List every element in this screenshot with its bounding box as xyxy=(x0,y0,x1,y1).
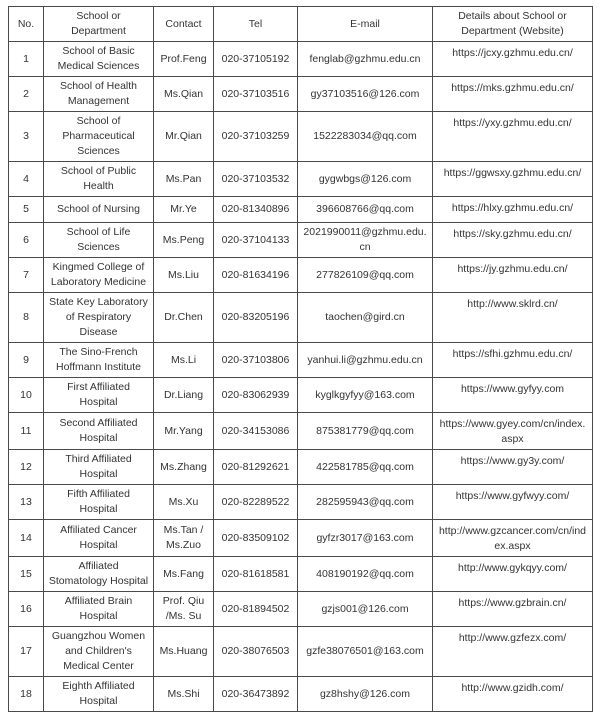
cell-tel: 020-37104133 xyxy=(214,223,298,258)
cell-department: School of Nursing xyxy=(44,197,154,223)
cell-website: https://sfhi.gzhmu.edu.cn/ xyxy=(433,343,593,378)
cell-email: gzfe38076501@163.com xyxy=(298,627,433,677)
cell-department: Affiliated Brain Hospital xyxy=(44,592,154,627)
table-row xyxy=(9,677,593,712)
cell-website: https://www.gy3y.com/ xyxy=(433,450,593,485)
cell-email: kyglkgyfyy@163.com xyxy=(298,378,433,413)
table-row xyxy=(9,258,593,293)
cell-email: 277826109@qq.com xyxy=(298,258,433,293)
cell-tel: 020-37105192 xyxy=(214,42,298,77)
cell-no: 9 xyxy=(9,343,44,378)
cell-email: gzjs001@126.com xyxy=(298,592,433,627)
cell-no: 4 xyxy=(9,162,44,197)
cell-no: 13 xyxy=(9,485,44,520)
cell-department: Fifth Affiliated Hospital xyxy=(44,485,154,520)
cell-website: http://www.gzcancer.com/cn/index.aspx xyxy=(433,520,593,557)
table-row xyxy=(9,223,593,258)
cell-email: gz8hshy@126.com xyxy=(298,677,433,712)
cell-no: 8 xyxy=(9,293,44,343)
cell-email: taochen@gird.cn xyxy=(298,293,433,343)
cell-department: Kingmed College of Laboratory Medicine xyxy=(44,258,154,293)
cell-email: 1522283034@qq.com xyxy=(298,112,433,162)
cell-no: 2 xyxy=(9,77,44,112)
cell-department: First Affiliated Hospital xyxy=(44,378,154,413)
table-row xyxy=(9,627,593,677)
table-row xyxy=(9,413,593,450)
cell-email: yanhui.li@gzhmu.edu.cn xyxy=(298,343,433,378)
cell-contact: Ms.Shi xyxy=(154,677,214,712)
cell-department: School of Public Health xyxy=(44,162,154,197)
table-row xyxy=(9,378,593,413)
cell-email: 282595943@qq.com xyxy=(298,485,433,520)
cell-no: 5 xyxy=(9,197,44,223)
cell-contact: Ms.Tan / Ms.Zuo xyxy=(154,520,214,557)
cell-contact: Ms.Pan xyxy=(154,162,214,197)
cell-no: 18 xyxy=(9,677,44,712)
header-website: Details about School or Department (Website) xyxy=(433,7,593,42)
contacts-table xyxy=(8,6,593,712)
cell-no: 3 xyxy=(9,112,44,162)
cell-contact: Ms.Li xyxy=(154,343,214,378)
cell-department: School of Basic Medical Sciences xyxy=(44,42,154,77)
table-row xyxy=(9,197,593,223)
cell-email: fenglab@gzhmu.edu.cn xyxy=(298,42,433,77)
cell-tel: 020-82289522 xyxy=(214,485,298,520)
cell-website: http://www.gykqyy.com/ xyxy=(433,557,593,592)
cell-tel: 020-38076503 xyxy=(214,627,298,677)
cell-email: 875381779@qq.com xyxy=(298,413,433,450)
cell-email: gy37103516@126.com xyxy=(298,77,433,112)
cell-no: 14 xyxy=(9,520,44,557)
cell-contact: Prof.Feng xyxy=(154,42,214,77)
cell-tel: 020-81894502 xyxy=(214,592,298,627)
cell-department: Guangzhou Women and Children's Medical Center xyxy=(44,627,154,677)
cell-department: School of Health Management xyxy=(44,77,154,112)
cell-contact: Ms.Fang xyxy=(154,557,214,592)
cell-no: 7 xyxy=(9,258,44,293)
cell-contact: Ms.Peng xyxy=(154,223,214,258)
cell-no: 10 xyxy=(9,378,44,413)
cell-department: Affiliated Cancer Hospital xyxy=(44,520,154,557)
cell-department: Third Affiliated Hospital xyxy=(44,450,154,485)
cell-website: https://jy.gzhmu.edu.cn/ xyxy=(433,258,593,293)
cell-email: gygwbgs@126.com xyxy=(298,162,433,197)
cell-email: 422581785@qq.com xyxy=(298,450,433,485)
cell-department: Second Affiliated Hospital xyxy=(44,413,154,450)
cell-website: http://www.gzfezx.com/ xyxy=(433,627,593,677)
cell-website: https://www.gyey.com/cn/index.aspx xyxy=(433,413,593,450)
header-row xyxy=(9,7,593,42)
cell-contact: Mr.Qian xyxy=(154,112,214,162)
cell-contact: Ms.Zhang xyxy=(154,450,214,485)
cell-email: 396608766@qq.com xyxy=(298,197,433,223)
cell-department: Eighth Affiliated Hospital xyxy=(44,677,154,712)
cell-website: https://hlxy.gzhmu.edu.cn/ xyxy=(433,197,593,223)
cell-contact: Ms.Qian xyxy=(154,77,214,112)
cell-tel: 020-81634196 xyxy=(214,258,298,293)
cell-no: 6 xyxy=(9,223,44,258)
cell-no: 17 xyxy=(9,627,44,677)
header-no: No. xyxy=(9,7,44,42)
cell-tel: 020-37103259 xyxy=(214,112,298,162)
cell-email: 408190192@qq.com xyxy=(298,557,433,592)
cell-email: gyfzr3017@163.com xyxy=(298,520,433,557)
cell-tel: 020-83062939 xyxy=(214,378,298,413)
cell-website: https://ggwsxy.gzhmu.edu.cn/ xyxy=(433,162,593,197)
cell-tel: 020-37103532 xyxy=(214,162,298,197)
table-row xyxy=(9,557,593,592)
cell-tel: 020-81340896 xyxy=(214,197,298,223)
cell-no: 12 xyxy=(9,450,44,485)
cell-department: School of Pharmaceutical Sciences xyxy=(44,112,154,162)
cell-no: 11 xyxy=(9,413,44,450)
cell-website: http://www.sklrd.cn/ xyxy=(433,293,593,343)
cell-tel: 020-34153086 xyxy=(214,413,298,450)
cell-contact: Mr.Ye xyxy=(154,197,214,223)
cell-tel: 020-37103516 xyxy=(214,77,298,112)
cell-website: https://www.gyfyy.com xyxy=(433,378,593,413)
cell-website: https://www.gzbrain.cn/ xyxy=(433,592,593,627)
table-row xyxy=(9,520,593,557)
table-row xyxy=(9,485,593,520)
table-row xyxy=(9,77,593,112)
cell-website: https://sky.gzhmu.edu.cn/ xyxy=(433,223,593,258)
cell-tel: 020-37103806 xyxy=(214,343,298,378)
cell-tel: 020-36473892 xyxy=(214,677,298,712)
cell-contact: Dr.Chen xyxy=(154,293,214,343)
cell-website: https://yxy.gzhmu.edu.cn/ xyxy=(433,112,593,162)
cell-no: 1 xyxy=(9,42,44,77)
table-row xyxy=(9,592,593,627)
cell-department: State Key Laboratory of Respiratory Disease xyxy=(44,293,154,343)
cell-website: https://www.gyfwyy.com/ xyxy=(433,485,593,520)
cell-website: https://jcxy.gzhmu.edu.cn/ xyxy=(433,42,593,77)
cell-no: 15 xyxy=(9,557,44,592)
table-row xyxy=(9,42,593,77)
table-row xyxy=(9,112,593,162)
table-row xyxy=(9,162,593,197)
header-department: School or Department xyxy=(44,7,154,42)
cell-department: School of Life Sciences xyxy=(44,223,154,258)
cell-tel: 020-83509102 xyxy=(214,520,298,557)
cell-tel: 020-81292621 xyxy=(214,450,298,485)
cell-department: Affiliated Stomatology Hospital xyxy=(44,557,154,592)
table-row xyxy=(9,293,593,343)
cell-website: http://www.gzidh.com/ xyxy=(433,677,593,712)
cell-contact: Prof. Qiu /Ms. Su xyxy=(154,592,214,627)
cell-website: https://mks.gzhmu.edu.cn/ xyxy=(433,77,593,112)
cell-department: The Sino-French Hoffmann Institute xyxy=(44,343,154,378)
cell-contact: Mr.Yang xyxy=(154,413,214,450)
cell-contact: Ms.Xu xyxy=(154,485,214,520)
table-row xyxy=(9,450,593,485)
cell-contact: Ms.Liu xyxy=(154,258,214,293)
header-tel: Tel xyxy=(214,7,298,42)
table-row xyxy=(9,343,593,378)
cell-tel: 020-83205196 xyxy=(214,293,298,343)
cell-no: 16 xyxy=(9,592,44,627)
header-contact: Contact xyxy=(154,7,214,42)
cell-email: 2021990011@gzhmu.edu.cn xyxy=(298,223,433,258)
cell-contact: Ms.Huang xyxy=(154,627,214,677)
cell-tel: 020-81618581 xyxy=(214,557,298,592)
header-email: E-mail xyxy=(298,7,433,42)
cell-contact: Dr.Liang xyxy=(154,378,214,413)
